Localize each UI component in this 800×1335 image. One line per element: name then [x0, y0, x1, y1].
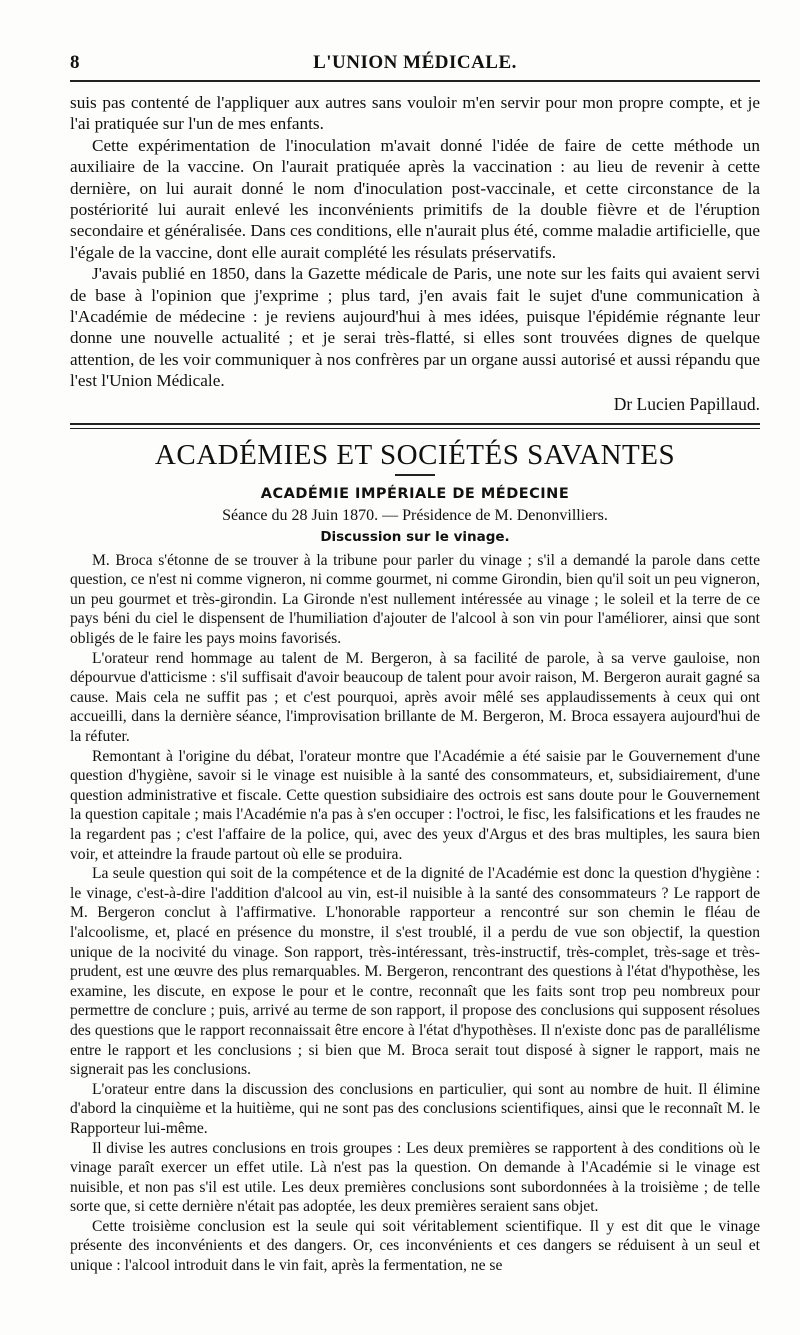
- section-title: ACADÉMIES ET SOCIÉTÉS SAVANTES: [154, 438, 676, 471]
- journal-page: [70, 44, 760, 1276]
- minutes-paragraph: Cette troisième conclusion est la seule qui soit véritablement scientifique. Il y est dit que le vinage présente des inconvénients et des dangers. Or, ces inconvénients et ces dangers se réduisent à un seul et unique : l'alcool introduit dans le vin fait, après la fermentation, ne se: [70, 1217, 760, 1275]
- discussion-heading: Discussion sur le vinage.: [320, 528, 510, 545]
- page-number: 8: [70, 52, 80, 73]
- section-divider: [70, 423, 760, 429]
- seance-line: Séance du 28 Juin 1870. — Présidence de M. Denonvilliers.: [222, 506, 608, 524]
- signature: Dr Lucien Papillaud.: [613, 393, 760, 414]
- title-rule: [395, 474, 435, 476]
- minutes-paragraph: La seule question qui soit de la compétence et de la dignité de l'Académie est donc la question d'hygiène : le vinage, c'est-à-dire l'addition d'alcool au vin, est-il nuisible à la santé des consommateurs ? Le rapport de M. Bergeron conclut à l'affirmative. L'honorable rapporteur a rencontré sur son chemin le fléau de l'alcoolisme, et, placé en présence du monstre, il s'est troublé, il a perdu de vue son objectif, la question unique de la nocivité du vinage. Son rapport, très-intéressant, très-instructif, très-complet, très-sage et très-prudent, est une œuvre des plus remarquables. M. Bergeron, rencontrant des questions à l'état d'hypothèse, les examine, les discute, en expose le pour et le contre, reconnaît que les faits sont trop peu nombreux pour permettre de conclure ; puis, arrivé au terme de son rapport, il propose des conclusions qui supposent résolues des questions que le rapport reconnaissait être encore à l'état d'hypothèses. Il n'existe donc pas de parallélisme entre le rapport et les conclusions ; si bien que M. Broca serait tout disposé à signer le rapport, mais ne signerait pas les conclusions.: [70, 865, 760, 1079]
- letter-paragraph: suis pas contenté de l'appliquer aux autres sans vouloir m'en servir pour mon propre compte, et je l'ai pratiquée sur l'un de mes enfants.: [70, 93, 760, 134]
- journal-title: L'UNION MÉDICALE.: [313, 52, 517, 73]
- letter-paragraph: Cette expérimentation de l'inoculation m'avait donné l'idée de faire de cette méthode un auxiliaire de la vaccine. On l'aurait pratiquée après la vaccination : au lieu de revenir à cette dernière, on lui aurait donné le nom d'inoculation post-vaccinale, et cette circonstance de la postériorité lui aurait enlevé les inconvénients primitifs de la double fièvre et de l'éruption secondaire et généralisée. Dans ces conditions, elle n'aurait plus été, comme maladie artificielle, que l'égale de la vaccine, dont elle aurait complété les résulats préservatifs.: [70, 135, 760, 262]
- minutes-paragraph: Remontant à l'origine du débat, l'orateur montre que l'Académie a été saisie par le Gouvernement d'une question d'hygiène, savoir si le vinage est nuisible à la santé des consommateurs, et, subsidiairement, d'une question administrative et fiscale. Cette question subsidiaire des octrois est sans doute pour le Gouvernement la question capitale ; mais l'Académie n'a pas à s'en occuper : l'octroi, le fisc, les falsifications et les fraudes ne la regardent pas ; c'est l'affaire de la police, qui, avec des yeux d'Argus et des bras multiples, les saura bien voir, et atteindre la fraude partout où elle se produira.: [70, 747, 760, 863]
- running-header: [70, 44, 760, 78]
- header-rule: [70, 80, 760, 82]
- academy-heading: ACADÉMIE IMPÉRIALE DE MÉDECINE: [260, 485, 570, 502]
- minutes-paragraph: Il divise les autres conclusions en trois groupes : Les deux premières se rapportent à des conditions où le vinage paraît exercer un effet utile. Là n'est pas la question. On demande à l'Académie si le vinage est nuisible, et non pas s'il est utile. Les deux premières conclusions sont subordonnées à la troisième ; de telle sorte que, si cette dernière n'était pas adoptée, les deux premières seraient sans objet.: [70, 1139, 760, 1216]
- letter-text: [70, 92, 760, 415]
- minutes-paragraph: L'orateur entre dans la discussion des conclusions en particulier, qui sont au nombre de huit. Il élimine d'abord la cinquième et la huitième, qui ne sont pas des conclusions scientifiques, ainsi que le reconnaît M. le Rapporteur lui-même.: [70, 1080, 760, 1137]
- minutes-paragraph: L'orateur rend hommage au talent de M. Bergeron, à sa facilité de parole, à sa verve gauloise, non dépourvue d'atticisme : s'il suffisait d'avoir beaucoup de talent pour avoir raison, M. Bergeron aurait gagné sa cause. Mais cela ne suffit pas ; et c'est pourquoi, après avoir mêlé ses applaudissements à ceux qui ont accueilli, dans la dernière séance, l'improvisation brillante de M. Bergeron, M. Broca essayera aujourd'hui de la réfuter.: [70, 649, 760, 746]
- letter-paragraph: J'avais publié en 1850, dans la Gazette médicale de Paris, une note sur les faits qui avaient servi de base à l'opinion que j'exprime ; plus tard, j'en avais fait le sujet d'une communication à l'Académie de médecine : je reviens aujourd'hui à mes idées, puisque l'épidémie régnante leur donne une nouvelle actualité ; et je serai très-flatté, si elles sont trouvées dignes de quelque attention, de les voir communiquer à nos confrères par un organe aussi autorisé et aussi répandu que l'est l'Union Médicale.: [70, 264, 760, 391]
- minutes-paragraph: M. Broca s'étonne de se trouver à la tribune pour parler du vinage ; s'il a demandé la parole dans cette question, ce n'est ni comme vigneron, ni comme gourmet, ni comme Girondin, bien qu'il soit un peu vigneron, un peu gourmet et très-girondin. La Gironde n'est nullement intéressée au vinage ; le soleil et la terre de ce pays béni du ciel le dispensent de l'humiliation d'ajouter de l'alcool à son vin pour l'améliorer, ainsi que sont obligés de le faire les pays moins favorisés.: [70, 551, 760, 648]
- minutes-text: [70, 551, 760, 1276]
